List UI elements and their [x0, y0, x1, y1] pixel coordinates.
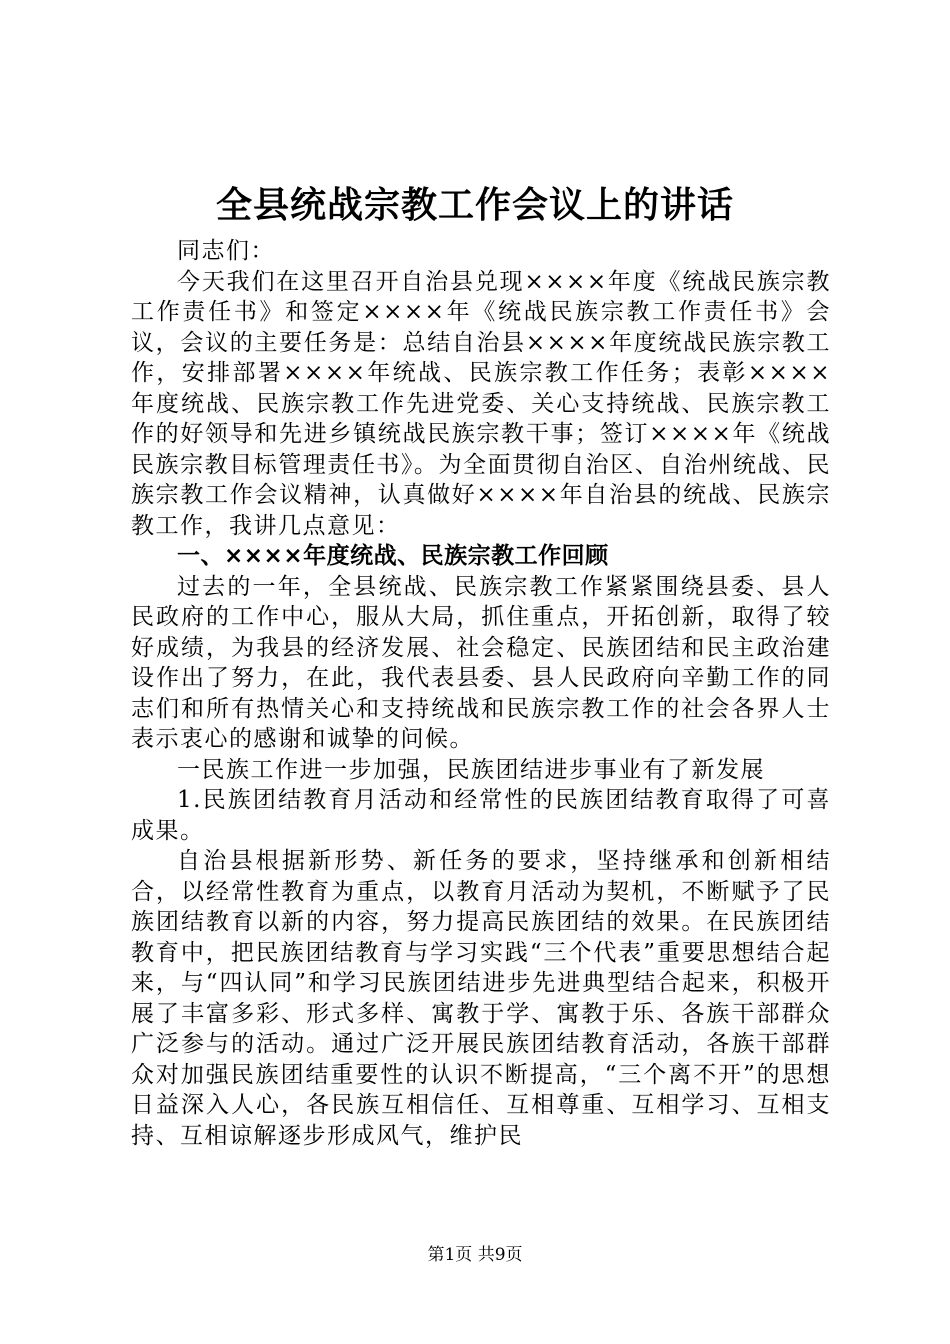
paragraph-education: 自治县根据新形势、新任务的要求，坚持继承和创新相结合，以经常性教育为重点，以教育月活动为契机，不断赋予了民族团结教育以新的内容，努力提高民族团结的效果。在民族团结教育中，把民族团结教育与学习实践“三个代表”重要思想结合起来，与“四认同”和学习民族团结进步先进典型结合起来，积极开展了丰富多彩、形式多样、寓教于学、寓教于乐、各族干部群众广泛参与的活动。通过广泛开展民族团结教育活动，各族干部群众对加强民族团结重要性的认识不断提高，“三个离不开”的思想日益深入人心，各民族互相信任、互相尊重、互相学习、互相支持、互相谅解逐步形成风气，维护民 — [131, 848, 831, 1149]
numbered-item: 1.民族团结教育月活动和经常性的民族团结教育取得了可喜成果。 — [131, 787, 831, 844]
paragraph-intro: 今天我们在这里召开自治县兑现××××年度《统战民族宗教工作责任书》和签定××××年《统战民族宗教工作责任书》会议，会议的主要任务是：总结自治县××××年度统战民族宗教工作，安排部署××××年统战、民族宗教工作任务；表彰××××年度统战、民族宗教工作先进党委、关心支持统战、民族宗教工作的好领导和先进乡镇统战民族宗教干事；签订××××年《统战民族宗教目标管理责任书》。为全面贯彻自治区、自治州统战、民族宗教工作会议精神，认真做好××××年自治县的统战、民族宗教工作，我讲几点意见： — [131, 268, 831, 539]
page-number-footer: 第1页 共9页 — [427, 1245, 523, 1265]
subheading-ethnic-work: 一民族工作进一步加强，民族团结进步事业有了新发展 — [177, 756, 765, 783]
section-heading: 一、××××年度统战、民族宗教工作回顾 — [177, 543, 609, 569]
salutation: 同志们： — [177, 238, 275, 264]
document-body — [131, 236, 831, 1151]
paragraph-review: 过去的一年，全县统战、民族宗教工作紧紧围绕县委、县人民政府的工作中心，服从大局，抓住重点，开拓创新，取得了较好成绩，为我县的经济发展、社会稳定、民族团结和民主政治建设作出了努力，在此，我代表县委、县人民政府向辛勤工作的同志们和所有热情关心和支持统战和民族宗教工作的社会各界人士表示衷心的感谢和诚挚的问候。 — [131, 573, 831, 752]
document-title: 全县统战宗教工作会议上的讲话 — [215, 184, 734, 226]
